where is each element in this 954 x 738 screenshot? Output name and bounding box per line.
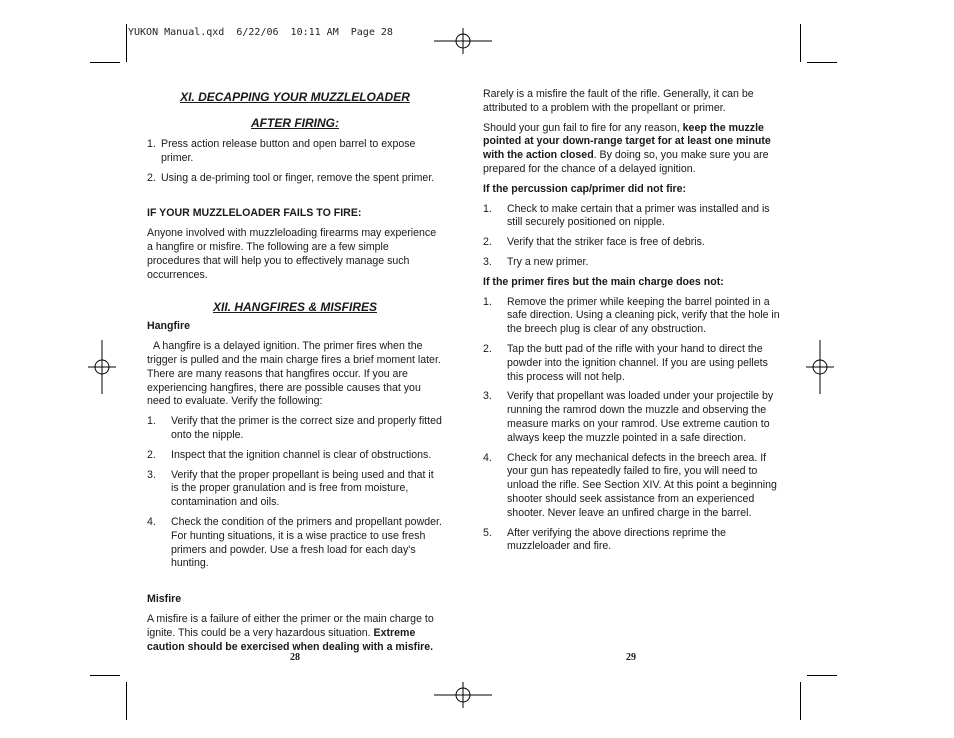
main-charge-heading: If the primer fires but the main charge does not: xyxy=(483,275,724,288)
list-item xyxy=(147,415,443,443)
main-charge-steps-list xyxy=(483,296,781,555)
crop-mark-top-right-v xyxy=(800,24,801,62)
list-text: Press action release button and open barrel to expose primer. xyxy=(161,138,416,164)
registration-mark-bottom-icon xyxy=(434,682,492,708)
print-slug: YUKON Manual.qxd 6/22/06 10:11 AM Page 28 xyxy=(128,27,393,38)
list-item xyxy=(147,172,443,186)
list-item xyxy=(483,452,781,521)
cap-steps-list xyxy=(483,203,781,270)
misfire-heading: Misfire xyxy=(147,593,182,606)
hangfire-heading: Hangfire xyxy=(147,320,190,333)
page-number-left: 28 xyxy=(290,652,300,663)
section-xi-subtitle: AFTER FIRING: xyxy=(251,116,339,130)
registration-mark-right-icon xyxy=(806,340,834,394)
crop-mark-bottom-left-h xyxy=(90,675,120,676)
list-number: 3. xyxy=(483,390,492,403)
registration-mark-top-icon xyxy=(434,28,492,54)
right-page xyxy=(483,88,781,560)
list-item xyxy=(147,469,443,510)
list-item xyxy=(483,203,781,231)
crop-mark-bottom-right-h xyxy=(807,675,837,676)
list-text: Remove the primer while keeping the barrel pointed in a safe direction. Using a cleaning pick, verify that the hole in the breech plug is clear of any obstruction. xyxy=(507,295,780,336)
fails-to-fire-heading: IF YOUR MUZZLELOADER FAILS TO FIRE: xyxy=(147,207,362,220)
list-text: Using a de-priming tool or finger, remove the spent primer. xyxy=(161,171,435,184)
list-item xyxy=(483,527,781,555)
crop-mark-bottom-left-v xyxy=(126,682,127,720)
list-text: Verify that the striker face is free of debris. xyxy=(507,236,705,249)
list-number: 1. xyxy=(147,415,156,428)
list-number: 2. xyxy=(483,342,492,355)
list-text: Tap the butt pad of the rifle with your hand to direct the powder into the ignition channel. If you are using pellets this process will not help. xyxy=(507,342,768,383)
list-text: Inspect that the ignition channel is clear of obstructions. xyxy=(171,448,432,461)
list-text: Check the condition of the primers and propellant powder. For hunting situations, it is a wise practice to use fresh primers and powder. Use a fresh load for each day's hunting. xyxy=(171,515,442,570)
hangfire-steps-list xyxy=(147,415,443,571)
list-item xyxy=(483,236,781,250)
misfire-intro-text: Rarely is a misfire the fault of the rifle. Generally, it can be attributed to a problem with the propellant or primer. xyxy=(483,88,754,114)
list-item xyxy=(147,449,443,463)
list-number: 1. xyxy=(147,138,156,150)
list-number: 2. xyxy=(147,448,156,461)
list-number: 4. xyxy=(483,451,492,464)
misfire-text xyxy=(147,613,443,654)
fails-to-fire-text: Anyone involved with muzzleloading firearms may experience a hangfire or misfire. The following are a few simple procedures that will help you to effectively manage such occurrences. xyxy=(147,227,437,281)
list-item xyxy=(483,296,781,337)
crop-mark-bottom-right-v xyxy=(800,682,801,720)
fail-text-pre: Should your gun fail to fire for any reason, xyxy=(483,121,680,134)
list-text: Verify that propellant was loaded under your projectile by running the ramrod down the muzzle and observing the measure marks on your ramrod. Use extreme caution to always keep the muzzle pointed in a safe direction. xyxy=(507,390,774,444)
list-item xyxy=(147,516,443,571)
list-text: Check to make certain that a primer was installed and is still securely positioned on nipple. xyxy=(507,202,770,229)
list-item xyxy=(483,343,781,384)
list-number: 3. xyxy=(147,468,156,481)
crop-mark-top-left-h xyxy=(90,62,120,63)
list-item xyxy=(483,390,781,445)
list-text: Check for any mechanical defects in the breech area. If your gun has repeatedly failed to fire, you will need to unload the rifle. See Section XIV. At this point a beginning shooter should seek assistance from an experienced shooter. Never leave an unfired charge in the barrel. xyxy=(507,451,777,519)
section-xii-title: XII. HANGFIRES & MISFIRES xyxy=(212,300,377,315)
fail-instruction-text xyxy=(483,122,781,177)
section-xi-title: XI. DECAPPING YOUR MUZZLELOADER xyxy=(180,90,410,104)
list-text: Verify that the proper propellant is being used and that it is the proper granulation and is free from moisture, contamination and oils. xyxy=(171,468,434,509)
list-text: After verifying the above directions reprime the muzzleloader and fire. xyxy=(507,526,727,553)
list-number: 1. xyxy=(483,295,492,308)
fail-text-bold: keep the muzzle pointed at your down-range target for at least one minute with the action closed xyxy=(483,121,771,162)
list-number: 4. xyxy=(147,515,156,528)
misfire-text-bold: Extreme caution should be exercised when dealing with a misfire. xyxy=(147,626,434,653)
page-number-right: 29 xyxy=(626,652,636,663)
misfire-text-plain: A misfire is a failure of either the primer or the main charge to ignite. This could be a very hazardous situation. xyxy=(147,612,434,639)
left-page xyxy=(147,88,443,660)
hangfire-text: A hangfire is a delayed ignition. The primer fires when the trigger is pulled and the main charge fires a brief moment later. There are many reasons that hangfires occur. If you are experiencing hangfires, there are possible causes that you need to evaluate. Verify the following: xyxy=(147,340,441,408)
crop-mark-top-right-h xyxy=(807,62,837,63)
fail-text-post: . By doing so, you make sure you are prepared for the chance of a delayed ignition. xyxy=(483,149,769,175)
list-number: 5. xyxy=(483,526,492,539)
list-number: 3. xyxy=(483,255,492,268)
list-text: Try a new primer. xyxy=(507,255,589,268)
list-text: Verify that the primer is the correct size and properly fitted onto the nipple. xyxy=(171,415,442,441)
crop-mark-top-left-v xyxy=(126,24,127,62)
list-number: 2. xyxy=(483,236,492,249)
registration-mark-left-icon xyxy=(88,340,116,394)
list-item xyxy=(483,256,781,270)
list-number: 1. xyxy=(483,202,492,215)
list-number: 2. xyxy=(147,171,156,184)
cap-not-fire-heading: If the percussion cap/primer did not fire: xyxy=(483,182,687,195)
decap-steps-list xyxy=(147,138,443,185)
list-item xyxy=(147,138,443,166)
